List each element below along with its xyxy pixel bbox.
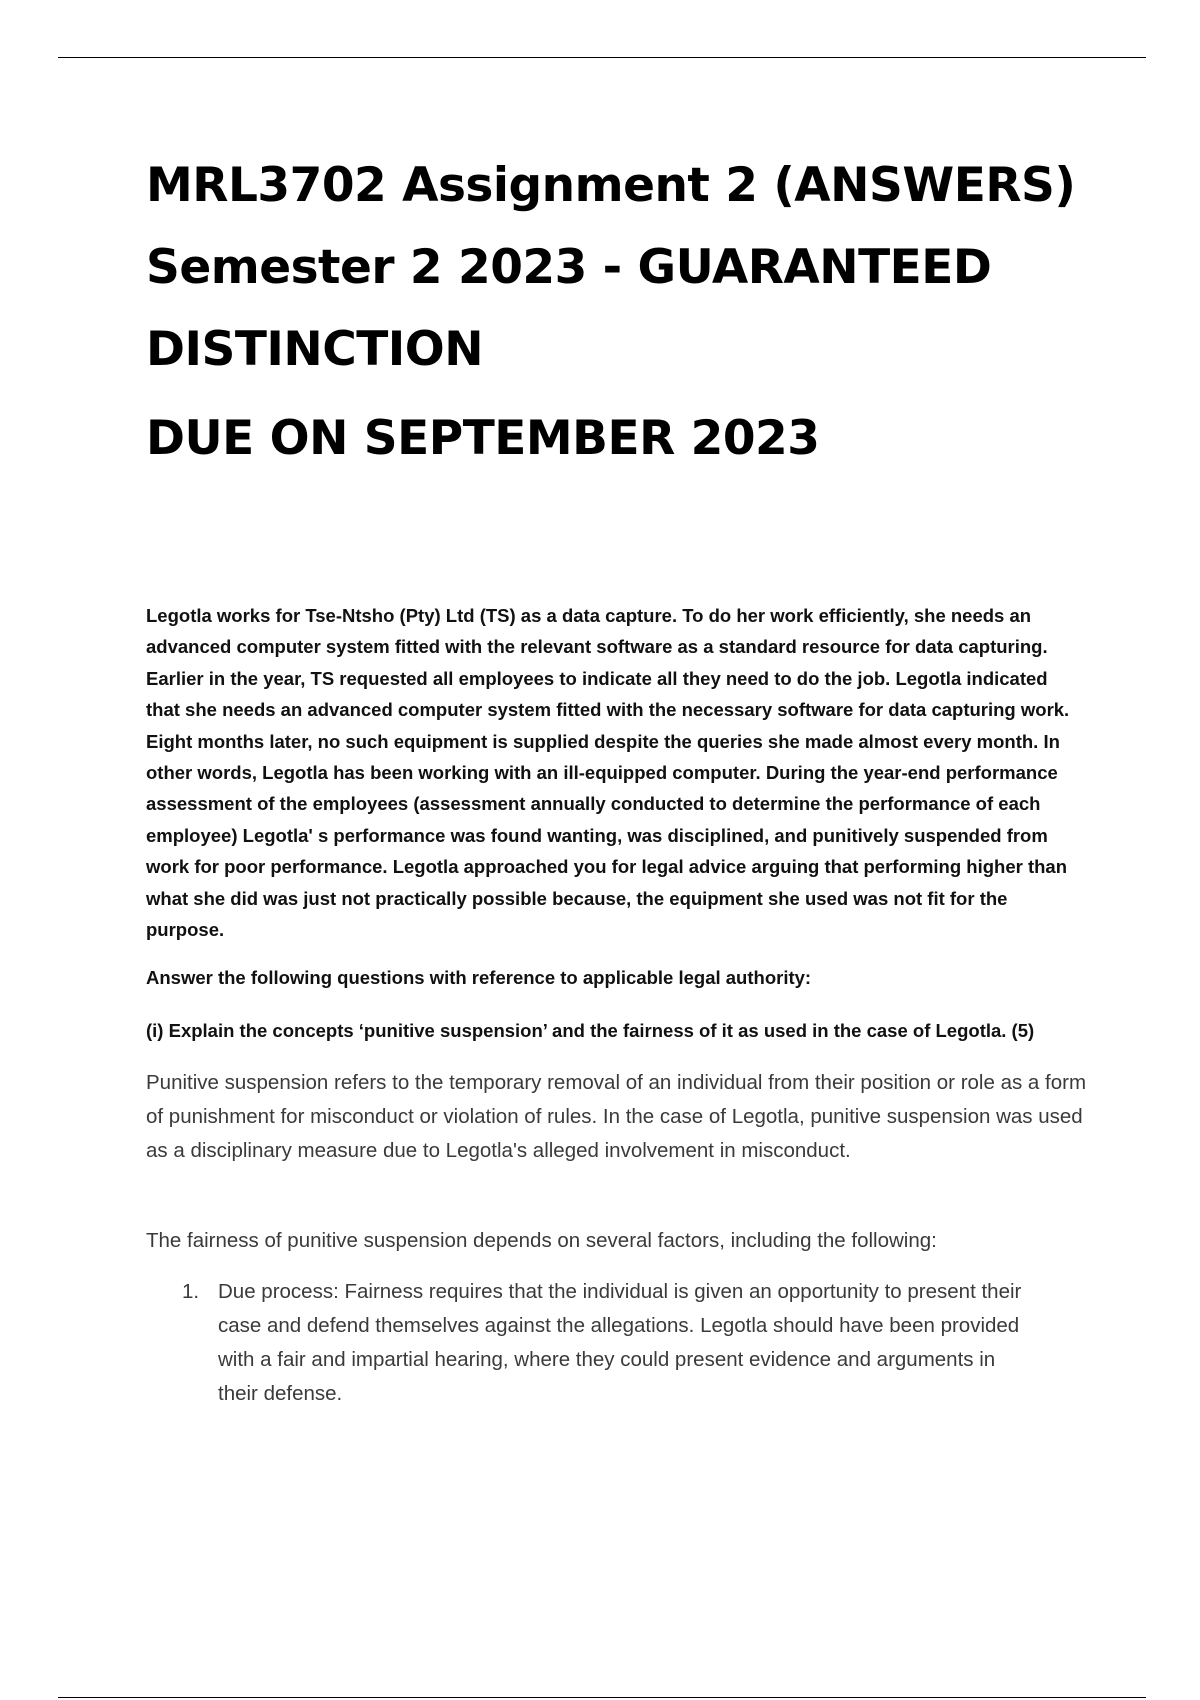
list-item-text: Due process: Fairness requires that the individual is given an opportunity to present their case and defend themselves against the allegations. Legotla should have been provided with a fair and impartial hearing, where they could present evidence and arguments in their defense.	[218, 1280, 1022, 1405]
bottom-rule	[58, 1697, 1146, 1698]
list-item	[146, 1275, 1101, 1411]
instruction-text: Answer the following questions with reference to applicable legal authority:	[146, 967, 812, 988]
title-line-3: DISTINCTION	[146, 322, 484, 377]
title-line-1: MRL3702 Assignment 2 (ANSWERS)	[146, 158, 1076, 213]
title-line-2: Semester 2 2023 - GUARANTEED	[146, 240, 992, 295]
scenario-paragraph: Legotla works for Tse-Ntsho (Pty) Ltd (TS) as a data capture. To do her work efficiently, she needs an advanced computer system fitted with the relevant software as a standard resource for data capturing. Earlier in the year, TS requested all employees to indicate all they need to do the job. Legotla indicated that she needs an advanced computer system fitted with the necessary software for data capturing work. Eight months later, no such equipment is supplied despite the queries she made almost every month. In other words, Legotla has been working with an ill-equipped computer. During the year-end performance assessment of the employees (assessment annually conducted to determine the performance of each employee) Legotla' s performance was found wanting, was disciplined, and punitively suspended from work for poor performance. Legotla approached you for legal advice arguing that performing higher than what she did was just not practically possible because, the equipment she used was not fit for the purpose.	[146, 605, 1070, 941]
answer-paragraph-2: The fairness of punitive suspension depends on several factors, including the following:	[146, 1229, 937, 1252]
answer-paragraph-1: Punitive suspension refers to the temporary removal of an individual from their position or role as a form of punishment for misconduct or violation of rules. In the case of Legotla, punitive suspension was used as a disciplinary measure due to Legotla's alleged involvement in misconduct.	[146, 1071, 1087, 1162]
document-title	[146, 145, 1126, 391]
top-rule	[58, 57, 1146, 58]
question-heading: (i) Explain the concepts ‘punitive suspension’ and the fairness of it as used in the case of Legotla. (5)	[146, 1020, 1035, 1041]
factor-list	[146, 1275, 1101, 1411]
due-date-heading: DUE ON SEPTEMBER 2023	[146, 411, 820, 466]
list-item-number: 1.	[182, 1280, 200, 1303]
